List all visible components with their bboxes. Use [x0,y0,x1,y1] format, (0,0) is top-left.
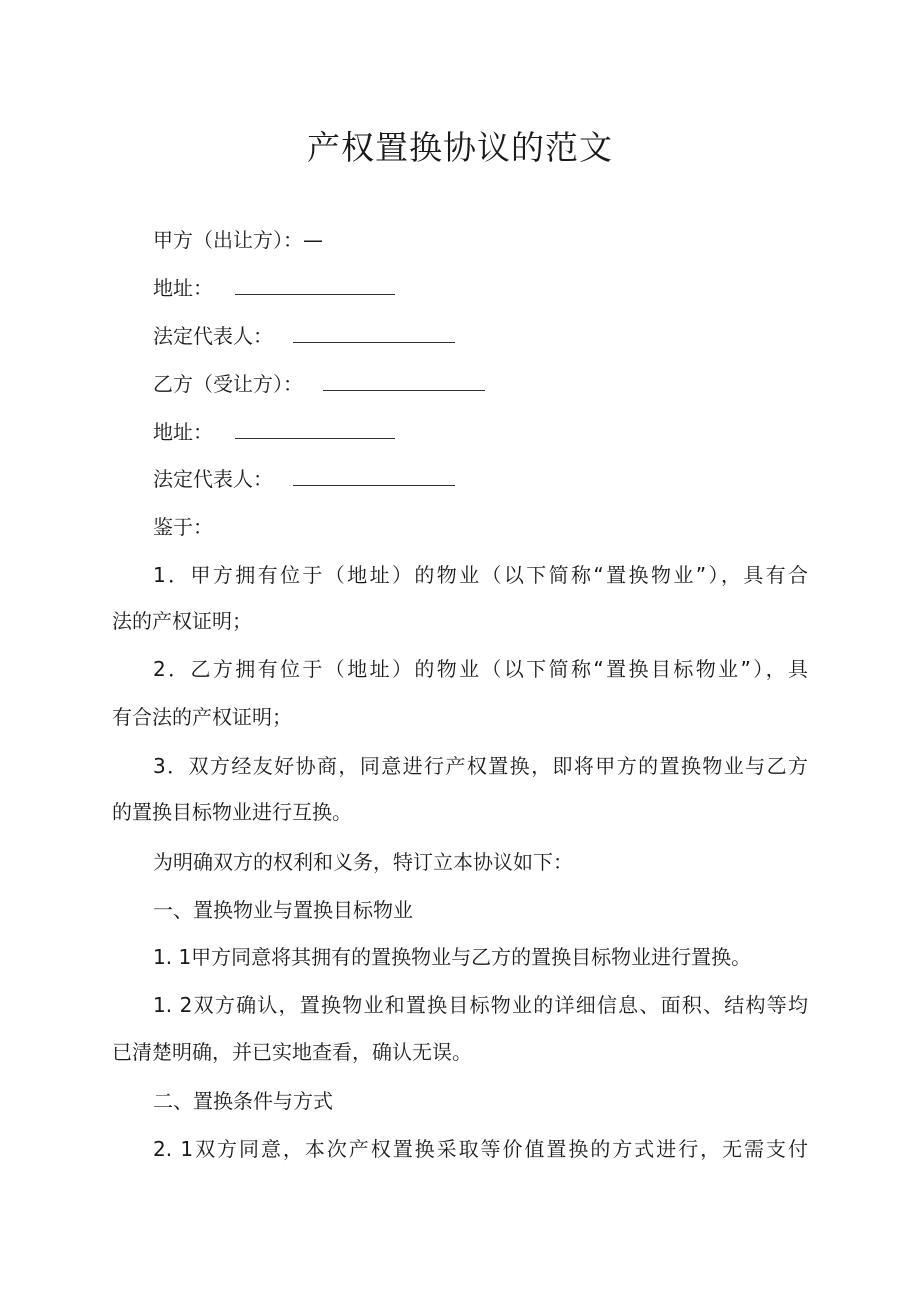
party-a-rep-line [153,322,455,350]
party-b-label: 乙方（受让方）： [153,372,303,396]
section-2-heading: 二、置换条件与方式 [153,1089,333,1113]
party-b-rep-blank [293,467,455,486]
party-b-address-label: 地址： [153,420,213,444]
party-a-address-label: 地址： [153,276,213,300]
whereas-heading: 鉴于： [153,515,213,539]
section-1-heading: 一、置换物业与置换目标物业 [153,898,413,922]
clause-1-2-line-2: 已清楚明确，并已实地查看，确认无误。 [112,1040,472,1064]
party-b-address-blank [235,420,395,439]
party-b-rep-line [153,465,455,493]
recital-1-line-2: 法的产权证明； [112,609,252,633]
clause-2-1-line-1: 2. 1双方同意，本次产权置换采取等价值置换的方式进行，无需支付 [153,1137,808,1161]
party-b-address-line [153,418,395,446]
party-b-line [153,370,485,398]
recital-2-line-1: 2．乙方拥有位于（地址）的物业（以下简称“置换目标物业”），具 [153,657,808,681]
party-a-address-line [153,274,395,302]
party-a-rep-label: 法定代表人： [153,324,273,348]
party-b-rep-label: 法定代表人： [153,467,273,491]
party-a-rep-blank [293,324,455,343]
party-b-blank [323,372,485,391]
party-a-label: 甲方（出让方）：— [153,228,323,252]
party-a-address-blank [235,276,395,295]
recital-3-line-1: 3．双方经友好协商，同意进行产权置换，即将甲方的置换物业与乙方 [153,754,808,778]
clause-1-2-line-1: 1. 2双方确认，置换物业和置换目标物业的详细信息、面积、结构等均 [153,993,808,1017]
clause-1-1: 1. 1甲方同意将其拥有的置换物业与乙方的置换目标物业进行置换。 [153,945,752,969]
party-a-line [153,226,323,254]
page-title: 产权置换协议的范文 [307,128,613,167]
preamble: 为明确双方的权利和义务，特订立本协议如下： [153,850,573,874]
recital-3-line-2: 的置换目标物业进行互换。 [112,800,352,824]
recital-2-line-2: 有合法的产权证明； [112,705,292,729]
recital-1-line-1: 1．甲方拥有位于（地址）的物业（以下简称“置换物业”），具有合 [153,563,808,587]
